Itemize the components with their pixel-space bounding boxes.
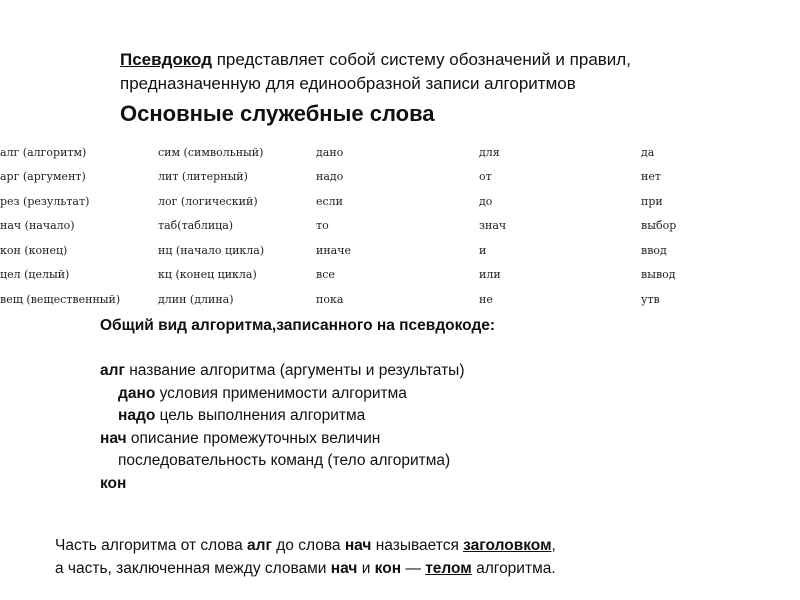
footer-keyword: нач	[330, 560, 358, 577]
keyword-note: (длина)	[186, 292, 234, 306]
keyword: если	[316, 194, 343, 208]
keyword-cell	[0, 287, 158, 312]
general-form-line	[100, 405, 495, 428]
footer-paragraph	[55, 534, 556, 580]
keyword-cell	[316, 189, 479, 214]
keyword-cell	[641, 263, 741, 288]
keyword: и	[479, 243, 487, 257]
keyword-cell	[316, 238, 479, 263]
keyword: лог	[158, 194, 178, 208]
footer-keyword: нач	[344, 537, 372, 554]
keyword-cell	[641, 238, 741, 263]
pseudocode-term: Псевдокод	[120, 50, 212, 69]
keyword: сим	[158, 145, 181, 159]
keyword-cell	[316, 263, 479, 288]
keyword: ввод	[641, 243, 667, 257]
keyword-cell	[641, 214, 741, 239]
keyword-cell	[158, 140, 316, 165]
footer-text: а часть, заключенная между словами	[55, 560, 331, 577]
general-form-text: описание промежуточных величин	[126, 429, 381, 447]
keyword: утв	[641, 292, 660, 306]
keyword: кон	[0, 243, 21, 257]
keyword: рез	[0, 194, 20, 208]
intro-line-2: предназначенную для единообразной записи алгоритмов	[120, 74, 576, 93]
keyword-cell	[158, 287, 316, 312]
keywords-table	[0, 140, 741, 312]
keywords-row	[0, 189, 741, 214]
keyword-cell	[0, 165, 158, 190]
keyword: для	[479, 145, 500, 159]
keyword: нет	[641, 170, 661, 184]
header-term: заголовком	[463, 537, 552, 554]
keyword-cell	[641, 189, 741, 214]
footer-text: и	[357, 560, 375, 577]
keywords-row	[0, 165, 741, 190]
keywords-row	[0, 287, 741, 312]
keyword: то	[316, 219, 329, 233]
keyword: цел	[0, 268, 21, 282]
keyword-note: (начало)	[21, 219, 75, 233]
keyword-cell	[641, 165, 741, 190]
spacer	[100, 338, 495, 361]
keyword-cell	[316, 287, 479, 312]
general-form-line	[100, 450, 495, 473]
keyword-cell	[158, 263, 316, 288]
keyword-note: (логический)	[177, 194, 258, 208]
keyword: до	[479, 194, 493, 208]
keywords-row	[0, 238, 741, 263]
keyword-cell	[0, 214, 158, 239]
keyword-note: (таблица)	[177, 219, 234, 233]
keywords-row	[0, 263, 741, 288]
keyword: от	[479, 170, 492, 184]
general-form-title: Общий вид алгоритма,записанного на псевдокоде:	[100, 317, 496, 334]
keyword-note: (аргумент)	[19, 170, 86, 184]
keyword-cell	[0, 140, 158, 165]
keywords-row	[0, 214, 741, 239]
footer-text: —	[401, 560, 426, 577]
keyword-cell	[641, 140, 741, 165]
intro-paragraph	[120, 48, 631, 96]
keyword-cell	[0, 263, 158, 288]
general-form-line	[100, 383, 495, 406]
keyword-cell	[479, 287, 641, 312]
keyword-note: (конец)	[20, 243, 68, 257]
keyword-note: (начало цикла)	[172, 243, 265, 257]
keyword-note: (символьный)	[180, 145, 264, 159]
keyword: вещ	[0, 292, 23, 306]
body-term: телом	[425, 560, 472, 577]
footer-line-1	[55, 534, 556, 557]
keyword-cell	[479, 238, 641, 263]
general-form-keyword: дано	[118, 384, 156, 402]
keyword-note: (алгоритм)	[19, 145, 87, 159]
general-form-lines	[100, 360, 495, 495]
keyword-note: (вещественный)	[22, 292, 121, 306]
general-form-keyword: кон	[100, 474, 127, 492]
general-form-text: условия применимости алгоритма	[155, 384, 407, 402]
footer-keyword: кон	[374, 560, 402, 577]
general-form-keyword: нач	[100, 429, 127, 447]
keyword: иначе	[316, 243, 352, 257]
intro-line-1-text: представляет собой систему обозначений и правил,	[212, 50, 631, 69]
keyword: пока	[316, 292, 344, 306]
keyword: знач	[479, 219, 507, 233]
keyword: нач	[0, 219, 22, 233]
footer-line-2	[55, 557, 556, 580]
keyword-cell	[316, 140, 479, 165]
keyword: лит	[158, 170, 179, 184]
keyword-cell	[158, 189, 316, 214]
keyword: дано	[316, 145, 344, 159]
keyword: да	[641, 145, 655, 159]
keyword: арг	[0, 170, 20, 184]
keyword-cell	[158, 165, 316, 190]
keyword: выбор	[641, 219, 677, 233]
keyword-note: (результат)	[19, 194, 90, 208]
keyword-note: (целый)	[20, 268, 70, 282]
keyword-cell	[158, 238, 316, 263]
keyword-cell	[316, 214, 479, 239]
keyword: не	[479, 292, 493, 306]
keyword: или	[479, 268, 501, 282]
keyword-cell	[479, 263, 641, 288]
general-form-text: цель выполнения алгоритма	[155, 407, 366, 424]
keyword-cell	[316, 165, 479, 190]
footer-text: ,	[551, 537, 556, 554]
general-form-text: название алгоритма (аргументы и результаты)	[124, 362, 465, 379]
general-form-line	[100, 360, 495, 383]
general-form-line	[100, 428, 495, 451]
intro-line-1	[120, 48, 631, 72]
keywords-row	[0, 140, 741, 165]
keyword: при	[641, 194, 663, 208]
keyword: нц	[158, 243, 173, 257]
keyword: вывод	[641, 268, 676, 282]
general-form-block	[100, 315, 495, 495]
general-form-text: последовательность команд (тело алгоритма)	[118, 452, 451, 469]
keyword: таб	[158, 219, 178, 233]
keyword-cell	[479, 140, 641, 165]
keyword-cell	[0, 189, 158, 214]
keyword-cell	[0, 238, 158, 263]
keyword: надо	[316, 170, 344, 184]
general-form-keyword: алг	[100, 362, 125, 379]
general-form-keyword: надо	[118, 407, 156, 424]
keyword-cell	[158, 214, 316, 239]
keyword-cell	[479, 189, 641, 214]
keyword-cell	[479, 165, 641, 190]
footer-text: называется	[371, 537, 464, 554]
footer-text: алгоритма.	[471, 560, 556, 577]
keyword: кц	[158, 268, 172, 282]
section-heading: Основные служебные слова	[120, 101, 435, 126]
footer-keyword: алг	[247, 537, 272, 554]
keyword-note: (литерный)	[178, 170, 248, 184]
keyword: длин	[158, 292, 187, 306]
footer-text: до слова	[271, 537, 345, 554]
keyword: алг	[0, 145, 20, 159]
keyword-cell	[479, 214, 641, 239]
keyword-note: (конец цикла)	[171, 268, 257, 282]
keyword: все	[316, 268, 335, 282]
footer-text: Часть алгоритма от слова	[55, 537, 248, 554]
general-form-line	[100, 473, 495, 496]
keyword-cell	[641, 287, 741, 312]
